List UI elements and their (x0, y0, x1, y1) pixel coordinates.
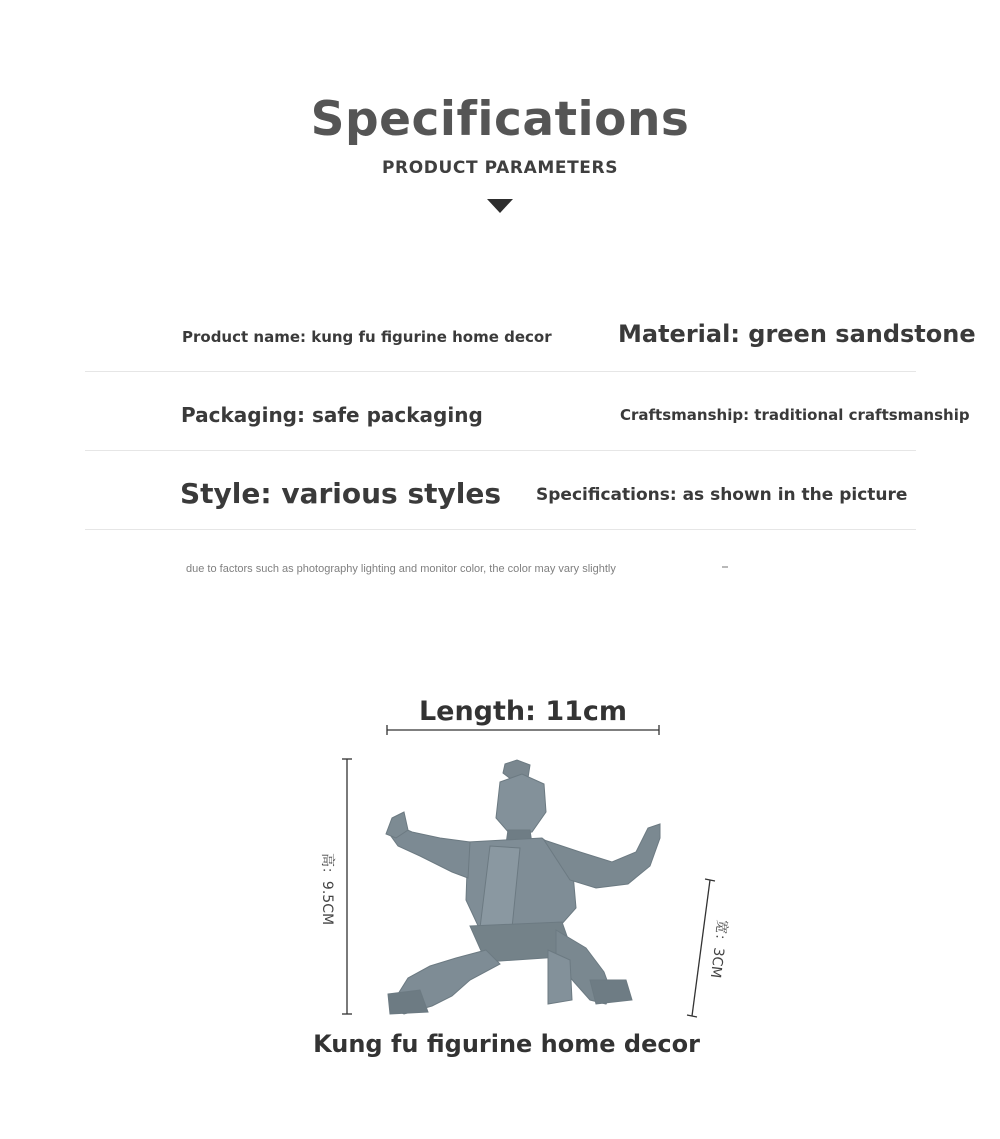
spec-packaging: Packaging: safe packaging (181, 403, 483, 427)
page-title: Specifications (310, 92, 690, 147)
height-label: 高：9.5CM (319, 852, 336, 926)
spec-specifications: Specifications: as shown in the picture (536, 485, 908, 505)
product-caption: Kung fu figurine home decor (313, 1030, 700, 1058)
height-dimension-line (342, 759, 352, 1014)
length-label: Length: 11cm (418, 696, 628, 727)
width-label: 宽：3CM (706, 918, 730, 980)
spec-product-name: Product name: kung fu figurine home decor (182, 328, 552, 346)
kung-fu-figurine-image (386, 760, 660, 1014)
page-subtitle: PRODUCT PARAMETERS (381, 158, 619, 178)
spec-material: Material: green sandstone (618, 320, 976, 348)
spec-style: Style: various styles (180, 477, 502, 510)
color-disclaimer-note: due to factors such as photography lighting and monitor color, the color may vary slightly (186, 563, 616, 575)
length-dimension-line (387, 725, 659, 735)
spec-craftsmanship: Craftsmanship: traditional craftsmanship (620, 406, 970, 424)
